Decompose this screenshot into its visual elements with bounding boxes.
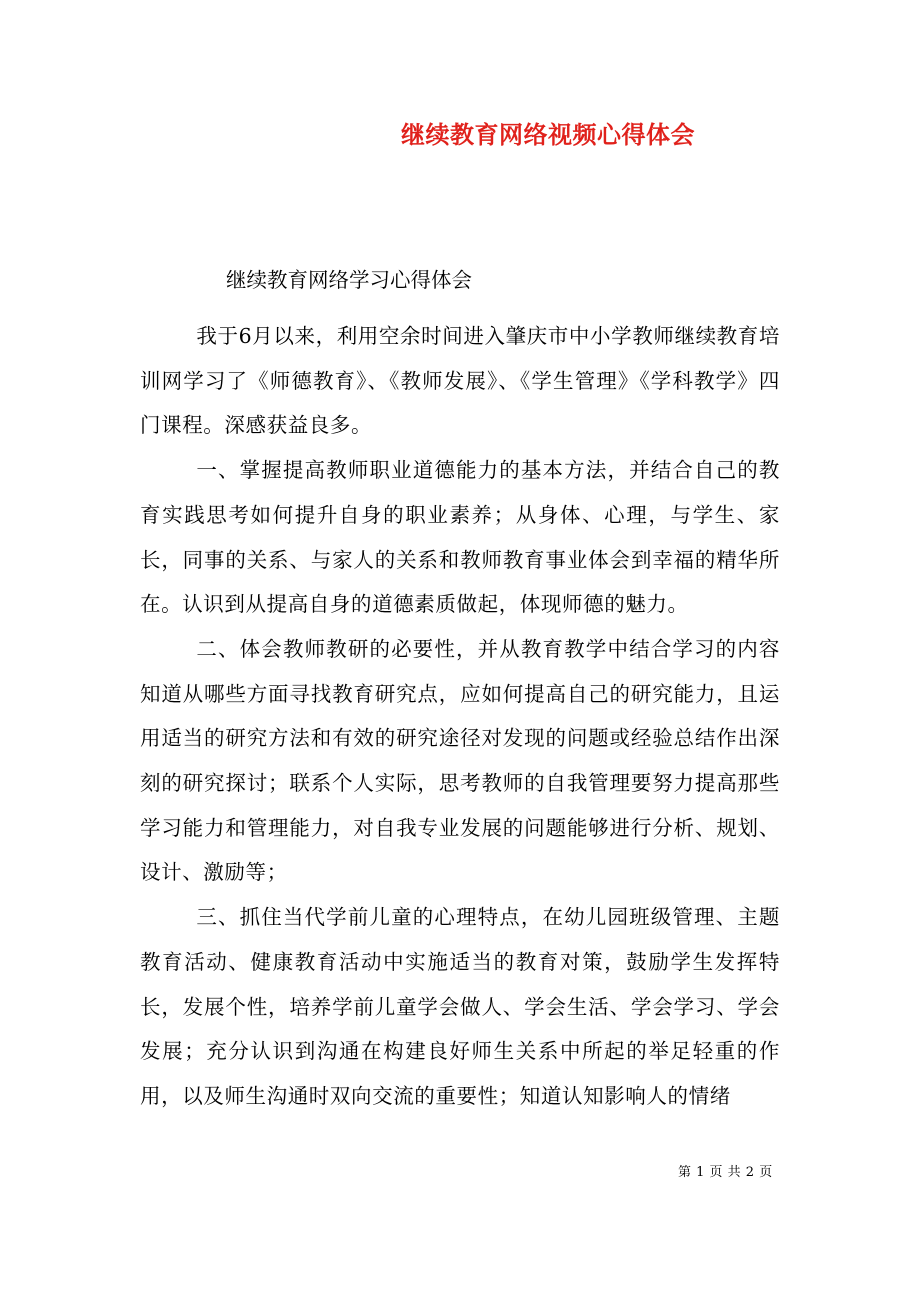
paragraph-point-2: 二、体会教师教研的必要性，并从教育教学中结合学习的内容知道从哪些方面寻找教育研究点，应如何提高自己的研究能力，且运用适当的研究方法和有效的研究途径对发现的问题或经验总结作出深刻的研究探讨；联系个人实际，思考教师的自我管理要努力提高那些学习能力和管理能力，对自我专业发展的问题能够进行分析、规划、设计、激励等； (140, 636, 780, 885)
subheading: 继续教育网络学习心得体会 (226, 268, 472, 292)
document-title: 继续教育网络视频心得体会 (401, 120, 695, 149)
paragraph-point-3: 三、抓住当代学前儿童的心理特点，在幼儿园班级管理、主题教育活动、健康教育活动中实施适当的教育对策，鼓励学生发挥特长，发展个性，培养学前儿童学会做人、学会生活、学会学习、学会发展；充分认识到沟通在构建良好师生关系中所起的举足轻重的作用，以及师生沟通时双向交流的重要性；知道认知影响人的情绪 (140, 905, 780, 1108)
page-number: 第 1 页 共 2 页 (678, 1165, 773, 1180)
paragraph-intro: 我于6月以来，利用空余时间进入肇庆市中小学教师继续教育培训网学习了《师德教育》、《教师发展》、《学生管理》《学科教学》四门课程。深感获益良多。 (140, 324, 780, 438)
body-text (140, 314, 780, 1119)
paragraph-point-1: 一、掌握提高教师职业道德能力的基本方法，并结合自己的教育实践思考如何提升自身的职业素养；从身体、心理，与学生、家长，同事的关系、与家人的关系和教师教育事业体会到幸福的精华所在。认识到从提高自身的道德素质做起，体现师德的魅力。 (140, 458, 780, 617)
